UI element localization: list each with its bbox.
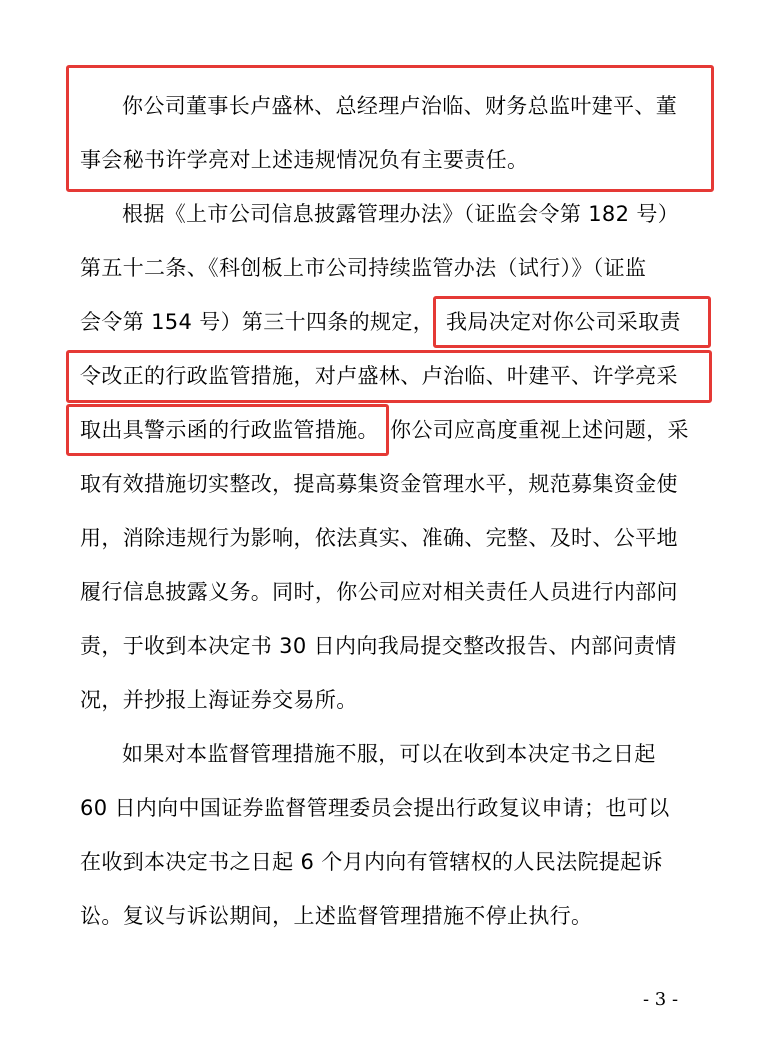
paragraph-2-line-2: 第五十二条、《科创板上市公司持续监管办法（试行）》（证监: [80, 256, 647, 280]
paragraph-3-line-1: 如果对本监督管理措施不服，可以在收到本决定书之日起: [122, 742, 656, 766]
paragraph-1-line-2: 事会秘书许学亮对上述违规情况负有主要责任。: [80, 148, 529, 172]
highlight-box-decision-part-3: [66, 404, 389, 456]
highlight-box-responsibility: [66, 65, 714, 192]
paragraph-2-line-5b: 你公司应高度重视上述问题，采: [390, 418, 689, 442]
page-number: - 3 -: [643, 989, 679, 1010]
paragraph-2-line-9: 责，于收到本决定书 30 日内向我局提交整改报告、内部问责情: [80, 634, 677, 658]
paragraph-2-line-4: 令改正的行政监管措施，对卢盛林、卢治临、叶建平、许学亮采: [80, 364, 678, 388]
highlight-box-decision-part-1: [433, 296, 711, 348]
paragraph-2-line-10: 况，并抄报上海证券交易所。: [80, 688, 358, 712]
paragraph-3-line-3: 在收到本决定书之日起 6 个月内向有管辖权的人民法院提起诉: [80, 850, 663, 874]
paragraph-2-line-1: 根据《上市公司信息披露管理办法》（证监会令第 182 号）: [122, 202, 680, 226]
paragraph-2-line-3b: 我局决定对你公司采取责: [446, 310, 681, 334]
highlight-box-decision-part-2: [66, 350, 712, 403]
paragraph-1-line-1: 你公司董事长卢盛林、总经理卢治临、财务总监叶建平、董: [122, 94, 678, 118]
paragraph-2-line-3a: 会令第 154 号）第三十四条的规定，: [80, 310, 435, 334]
paragraph-3-line-2: 60 日内向中国证券监督管理委员会提出行政复议申请；也可以: [80, 796, 670, 820]
paragraph-2-line-8: 履行信息披露义务。同时，你公司应对相关责任人员进行内部问: [80, 580, 678, 604]
paragraph-2-line-5a: 取出具警示函的行政监管措施。: [80, 418, 379, 442]
paragraph-2-line-6: 取有效措施切实整改，提高募集资金管理水平，规范募集资金使: [80, 472, 678, 496]
paragraph-2-line-7: 用，消除违规行为影响，依法真实、准确、完整、及时、公平地: [80, 526, 678, 550]
paragraph-3-line-4: 讼。复议与诉讼期间，上述监督管理措施不停止执行。: [80, 904, 593, 928]
